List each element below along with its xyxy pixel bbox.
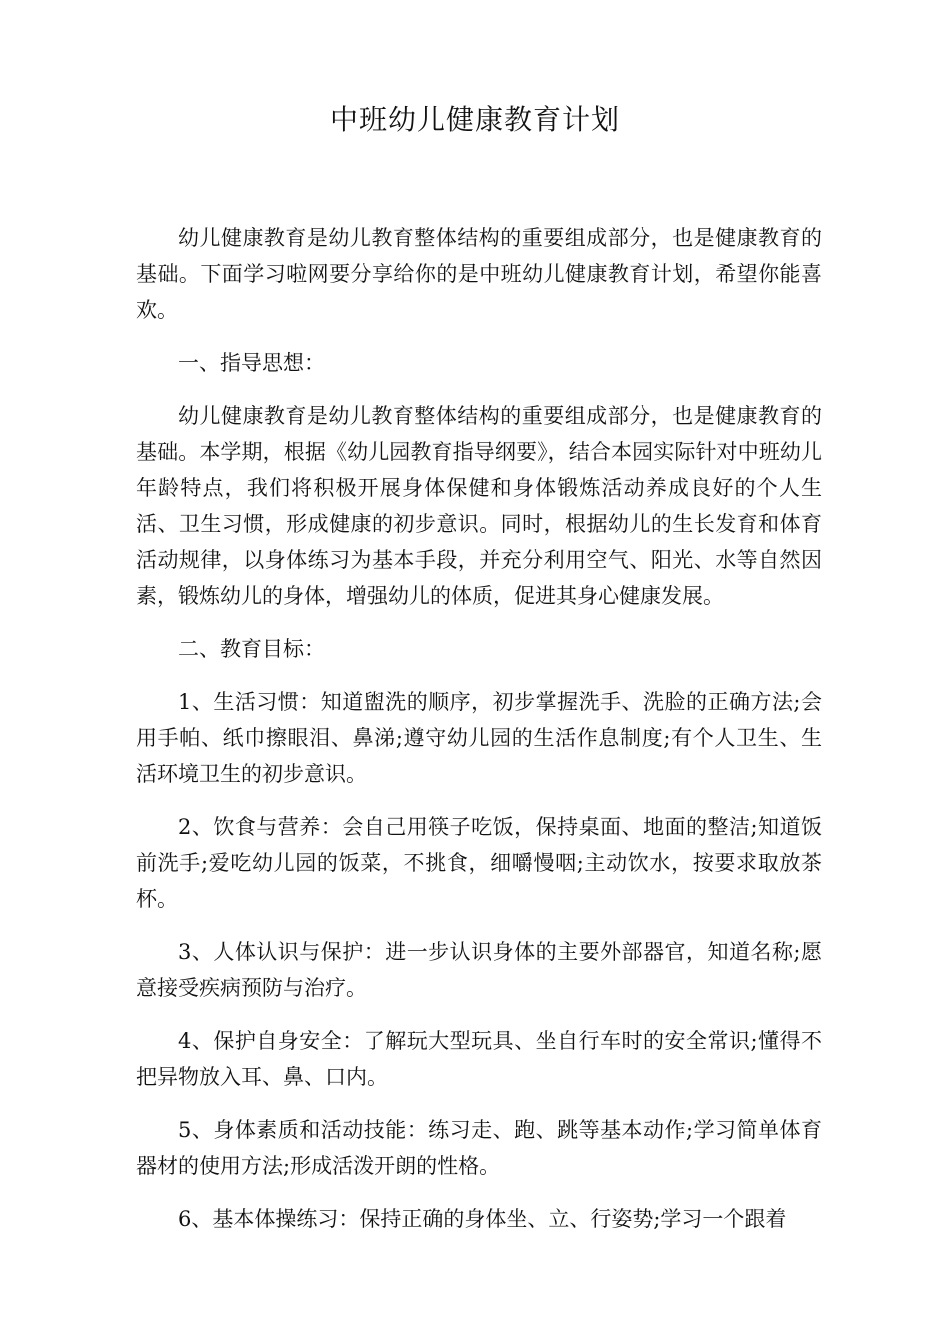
guiding-thought-paragraph: 幼儿健康教育是幼儿教育整体结构的重要组成部分，也是健康教育的基础。本学期，根据《幼儿园教育指导纲要》，结合本园实际针对中班幼儿年龄特点，我们将积极开展身体保健和身体锻炼活动养成良好的个人生活、卫生习惯，形成健康的初步意识。同时，根据幼儿的生长发育和体育活动规律，以身体练习为基本手段，并充分利用空气、阳光、水等自然因素，锻炼幼儿的身体，增强幼儿的体质，促进其身心健康发展。 bbox=[136, 404, 822, 608]
document-body bbox=[136, 220, 822, 1254]
intro-paragraph: 幼儿健康教育是幼儿教育整体结构的重要组成部分，也是健康教育的基础。下面学习啦网要分享给你的是中班幼儿健康教育计划，希望你能喜欢。 bbox=[136, 226, 822, 322]
goal-item-basic-exercise: 6、基本体操练习：保持正确的身体坐、立、行姿势;学习一个跟着 bbox=[178, 1207, 787, 1231]
goal-item-physical-skills: 5、身体素质和活动技能：练习走、跑、跳等基本动作;学习简单体育器材的使用方法;形成活泼开朗的性格。 bbox=[136, 1118, 822, 1178]
document-title: 中班幼儿健康教育计划 bbox=[329, 103, 620, 136]
section-heading-education-goals: 二、教育目标： bbox=[178, 637, 325, 661]
goal-item-body-awareness: 3、人体认识与保护：进一步认识身体的主要外部器官，知道名称;愿意接受疾病预防与治疗。 bbox=[136, 940, 822, 1000]
goal-item-diet-nutrition: 2、饮食与营养：会自己用筷子吃饭，保持桌面、地面的整洁;知道饭前洗手;爱吃幼儿园的饭菜，不挑食，细嚼慢咽;主动饮水，按要求取放茶杯。 bbox=[136, 815, 822, 911]
goal-item-self-safety: 4、保护自身安全：了解玩大型玩具、坐自行车时的安全常识;懂得不把异物放入耳、鼻、口内。 bbox=[136, 1029, 822, 1089]
goal-item-living-habits: 1、生活习惯：知道盥洗的顺序，初步掌握洗手、洗脸的正确方法;会用手帕、纸巾擦眼泪、鼻涕;遵守幼儿园的生活作息制度;有个人卫生、生活环境卫生的初步意识。 bbox=[136, 690, 822, 786]
section-heading-guiding-thought: 一、指导思想： bbox=[178, 351, 325, 375]
